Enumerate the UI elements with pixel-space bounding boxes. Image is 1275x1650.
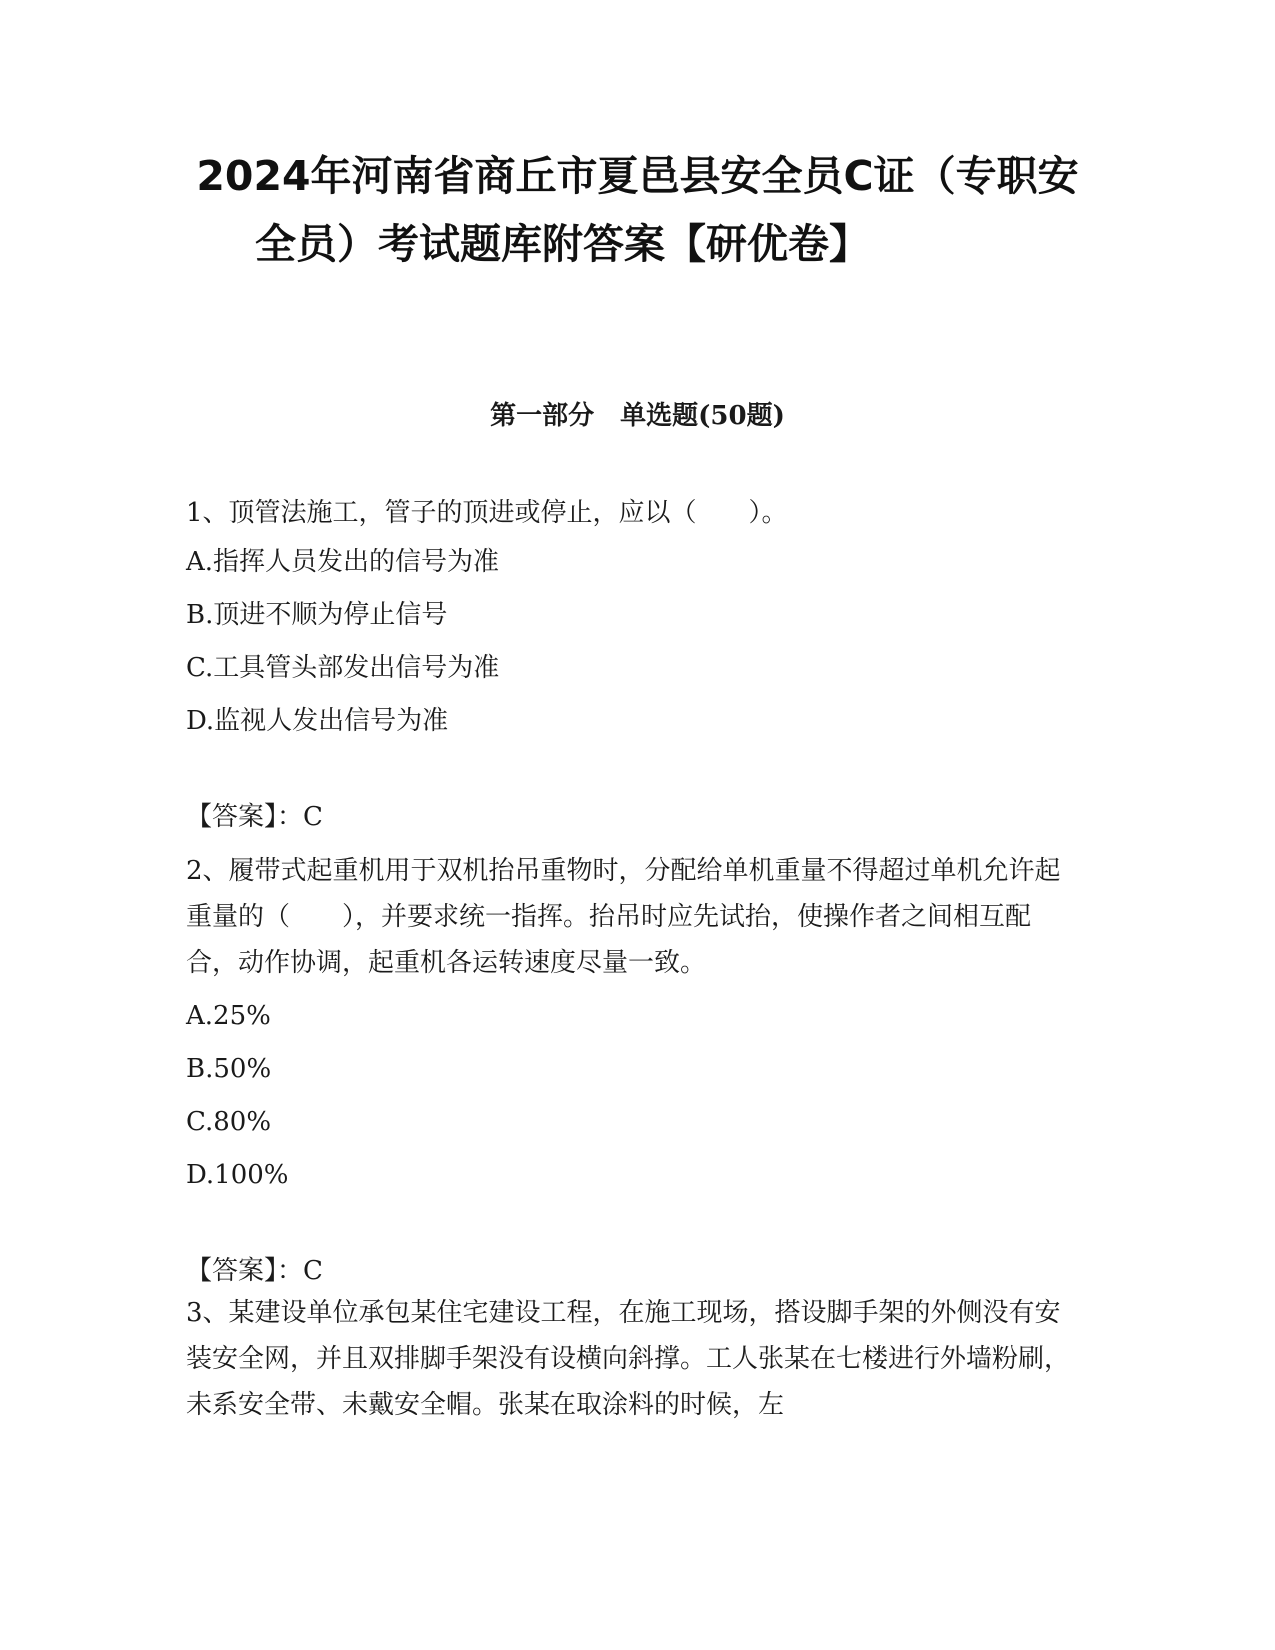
title-line-1: 2024年河南省商丘市夏邑县安全员C证（专职安	[196, 152, 1079, 200]
answer	[186, 799, 1081, 835]
question-text: 1、顶管法施工，管子的顶进或停止，应以（ ）。	[186, 498, 788, 528]
question-2	[186, 848, 1081, 1289]
answer-value: C	[303, 802, 323, 832]
option-a: A.指挥人员发出的信号为准	[186, 547, 500, 577]
answer-label: 【答案】：	[186, 1256, 304, 1286]
option-d: D.100%	[186, 1160, 289, 1190]
document-title	[180, 142, 1095, 278]
answer-value: C	[303, 1256, 323, 1286]
answer-label: 【答案】：	[186, 802, 304, 832]
question-1	[186, 490, 1081, 835]
option-b: B.顶进不顺为停止信号	[186, 600, 448, 630]
section-heading: 第一部分 单选题(50题)	[490, 401, 785, 431]
option-d: D.监视人发出信号为准	[186, 706, 449, 736]
question-text: 2、履带式起重机用于双机抬吊重物时，分配给单机重量不得超过单机允许起重量的（ ），并要求统一指挥。抬吊时应先试抬，使操作者之间相互配合，动作协调，起重机各运转速度尽量一致。	[186, 856, 1061, 978]
question-3	[186, 1290, 1081, 1428]
option-a: A.25%	[186, 1001, 271, 1031]
option-c: C.80%	[186, 1107, 272, 1137]
question-text: 3、某建设单位承包某住宅建设工程，在施工现场，搭设脚手架的外侧没有安装安全网，并且双排脚手架没有设横向斜撑。工人张某在七楼进行外墙粉刷，未系安全带、未戴安全帽。张某在取涂料的时候，左	[186, 1298, 1071, 1420]
answer	[186, 1253, 1081, 1289]
option-c: C.工具管头部发出信号为准	[186, 653, 500, 683]
title-line-2: 全员）考试题库附答案【研优卷】	[255, 220, 870, 268]
option-b: B.50%	[186, 1054, 272, 1084]
